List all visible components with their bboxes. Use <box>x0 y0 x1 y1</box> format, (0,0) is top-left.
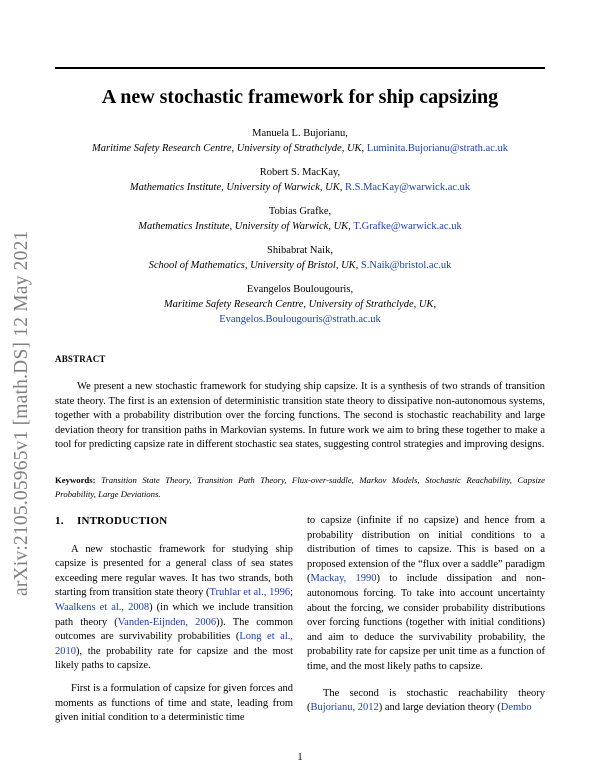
citation-link[interactable]: Long et al., 2010 <box>55 631 293 657</box>
citation-link[interactable]: Bujorianu, 2012 <box>310 702 379 714</box>
author-affiliation: Maritime Safety Research Centre, University of Strathclyde, UK, Luminita.Bujorianu@strath.ac.uk <box>92 143 508 154</box>
keywords-list: Transition State Theory, Transition Path Theory, Flux-over-saddle, Markov Models, Stochastic Reachability, Capsize Probability, Large Deviations. <box>55 475 546 499</box>
page-number: 1 <box>297 752 303 763</box>
abstract-text: We present a new stochastic framework for studying ship capsize. It is a synthesis of two strands of transition state theory. The first is an extension of deterministic transition state theory to dissipative non-autonomous systems, together with a probability distribution over the forcing functions. The second is stochastic reachability and large deviation theory for transition paths in Markovian systems. In future work we aim to bring these together to make a tool for predicting capsize rate in different stochastic sea states, suggesting control strategies and improving designs. <box>55 381 545 451</box>
citation-link[interactable]: Dembo <box>500 702 532 714</box>
author-block <box>55 126 545 336</box>
intro-paragraph-2-continued: to capsize (infinite if no capsize) and hence from a probability distribution on initial conditions to a distribution of times to capsize. This is based on a proposed extension of the “flux over a saddle” paradigm (Mackay, 1990) to include dissipation and non-autonomous forcing. To take into account uncertainty about the forcing, we consider probability distributions over forcing functions (together with initial conditions) and aim to deduce the survivability probability, the probability rate for capsize per unit time as a function of time, and the most likely paths to capsize. <box>307 515 546 672</box>
arxiv-identifier-stamp[interactable]: arXiv:2105.05965v1 [math.DS] 12 May 2021 <box>11 230 32 596</box>
section-number: 1. <box>55 515 64 527</box>
citation-link[interactable]: Mackay, 1990 <box>310 573 377 585</box>
author-email-link[interactable]: T.Grafke@warwick.ac.uk <box>353 221 462 232</box>
section-title: INTRODUCTION <box>77 515 168 527</box>
citation-link[interactable]: Vanden-Eijnden, 2006 <box>117 616 217 628</box>
citation-link[interactable]: Truhlar et al., 1996 <box>209 587 291 599</box>
author-affiliation: Maritime Safety Research Centre, University of Strathclyde, UK, <box>163 299 437 310</box>
author-email-link[interactable]: Evangelos.Boulougouris@strath.ac.uk <box>219 314 381 325</box>
title-rule-top <box>55 67 545 69</box>
author-2 <box>55 165 545 195</box>
paper-title: A new stochastic framework for ship capsizing <box>101 86 499 108</box>
intro-paragraph-1: A new stochastic framework for studying ship capsize is presented for a general class of sea states exceeding mere regular waves. It has two strands, both starting from transition state theory (Truhlar et al., 1996; Waalkens et al., 2008) (in which we include transition path theory (Vanden-Eijnden, 2006)). The common outcomes are survivability probabilities (Long et al., 2010), the probability rate for capsize and the most likely paths to capsize. <box>55 543 293 672</box>
author-5 <box>55 282 545 327</box>
intro-paragraph-2: First is a formulation of capsize for given forces and moments as functions of time and state, leading from given initial condition to a deterministic time <box>55 682 293 724</box>
left-column <box>55 514 293 734</box>
citation-link[interactable]: Waalkens et al., 2008 <box>55 601 150 613</box>
author-4 <box>55 243 545 273</box>
author-name: Manuela L. Bujorianu, <box>252 128 348 139</box>
author-name: Shibabrat Naik, <box>267 245 333 256</box>
abstract-heading: ABSTRACT <box>55 354 106 364</box>
author-1 <box>55 126 545 156</box>
author-name: Tobias Grafke, <box>268 206 332 217</box>
author-affiliation: Mathematics Institute, University of Warwick, UK, T.Grafke@warwick.ac.uk <box>138 221 462 232</box>
author-affiliation: School of Mathematics, University of Bristol, UK, S.Naik@bristol.ac.uk <box>148 260 452 271</box>
author-3 <box>55 204 545 234</box>
author-email-link[interactable]: Luminita.Bujorianu@strath.ac.uk <box>366 143 508 154</box>
author-email-link[interactable]: R.S.MacKay@warwick.ac.uk <box>345 182 471 193</box>
keywords-label: Keywords: <box>55 475 96 485</box>
right-column <box>307 514 545 724</box>
author-affiliation: Mathematics Institute, University of Warwick, UK, R.S.MacKay@warwick.ac.uk <box>129 182 471 193</box>
intro-paragraph-3: The second is stochastic reachability theory (Bujorianu, 2012) and large deviation theory (Dembo <box>307 687 545 714</box>
keywords-line <box>55 474 545 501</box>
author-email-link[interactable]: S.Naik@bristol.ac.uk <box>360 260 452 271</box>
author-name: Evangelos Boulougouris, <box>246 284 354 295</box>
section-heading <box>55 514 293 529</box>
author-name: Robert S. MacKay, <box>259 167 341 178</box>
